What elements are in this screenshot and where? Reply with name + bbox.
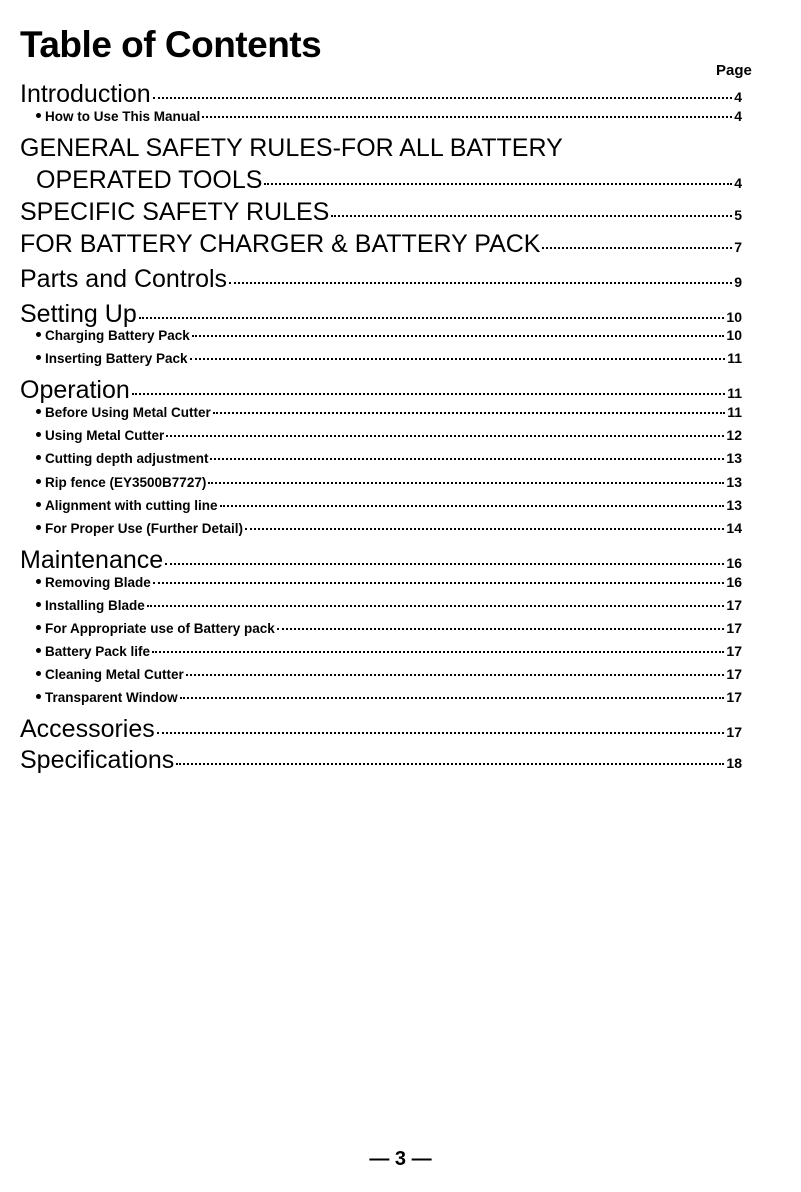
toc-entry-removing-blade[interactable] [36,574,742,590]
toc-entry-label: Introduction [20,80,151,108]
bullet-icon [36,648,41,653]
toc-entry-how-to-use[interactable] [36,108,742,124]
bullet-icon [36,525,41,530]
toc-entry-label: Using Metal Cutter [45,428,165,443]
page-number-footer: — 3 — [369,1148,432,1170]
toc-entry-pack-life[interactable] [36,643,742,659]
dot-leader [180,697,725,699]
toc-entry-page: 11 [727,350,742,366]
toc-entry-charger-pack[interactable] [20,230,742,259]
dot-leader [220,505,725,507]
dot-leader [176,763,724,765]
toc-entry-page: 4 [734,89,742,105]
toc-entry-using-cutter[interactable] [36,427,742,443]
toc-entry-page: 13 [726,497,742,513]
toc-entry-introduction[interactable] [20,80,742,109]
dot-leader [132,393,725,395]
toc-entry-label: Rip fence (EY3500B7727) [45,475,207,490]
toc-entry-label: Inserting Battery Pack [45,351,188,366]
toc-entry-general-safety[interactable] [36,166,742,195]
toc-entry-label: Maintenance [20,546,164,574]
bullet-icon [36,455,41,460]
toc-entry-page: 12 [726,427,742,443]
toc-entry-rip-fence[interactable] [36,474,742,490]
toc-entry-page: 10 [726,309,742,325]
bullet-icon [36,479,41,484]
dot-leader [152,651,724,653]
toc-entry-page: 9 [734,274,742,290]
dot-leader [331,215,732,217]
dot-leader [208,482,724,484]
bullet-icon [36,602,41,607]
toc-entry-specifications[interactable] [20,746,742,775]
toc-entry-label: Battery Pack life [45,644,151,659]
toc-entry-page: 10 [726,327,742,343]
page-title: Table of Contents [20,24,322,65]
toc-entry-page: 17 [726,620,742,636]
toc-entry-label: How to Use This Manual [45,109,201,124]
bullet-icon [36,355,41,360]
toc-entry-label: Removing Blade [45,575,151,590]
dot-leader [186,674,725,676]
dot-leader [229,282,732,284]
toc-entry-page: 14 [726,520,742,536]
toc-entry-label: Installing Blade [45,598,145,613]
toc-entry-operation[interactable] [20,376,742,405]
toc-entry-page: 17 [726,643,742,659]
toc-entry-installing-blade[interactable] [36,597,742,613]
toc-entry-cutting-depth[interactable] [36,450,742,466]
toc-entry-setting-up[interactable] [20,300,742,329]
toc-entry-page: 17 [726,666,742,682]
toc-entry-charging-pack[interactable] [36,327,742,343]
toc-entry-cleaning[interactable] [36,666,742,682]
toc-entry-page: 16 [726,555,742,571]
toc-entry-page: 16 [726,574,742,590]
dot-leader [192,335,725,337]
dot-leader [210,458,724,460]
toc-entry-inserting-pack[interactable] [36,350,742,366]
toc-entry-label: OPERATED TOOLS [36,166,263,194]
toc-entry-page: 13 [726,450,742,466]
toc-entry-page: 4 [734,175,742,191]
toc-entry-transparent-window[interactable] [36,689,742,705]
toc-entry-label: Specifications [20,746,175,774]
bullet-icon [36,671,41,676]
toc-entry-page: 5 [734,207,742,223]
dot-leader [542,247,732,249]
toc-entry-page: 7 [734,239,742,255]
bullet-icon [36,432,41,437]
toc-entry-label: Operation [20,376,130,404]
toc-entry-page: 11 [727,385,742,401]
dot-leader [213,412,725,414]
toc-entry-specific-safety[interactable] [20,198,742,227]
toc-entry-label: Charging Battery Pack [45,328,190,343]
bullet-icon [36,694,41,699]
toc-entry-label: For Appropriate use of Battery pack [45,621,275,636]
toc-entry-label: Alignment with cutting line [45,498,218,513]
dot-leader [153,97,733,99]
dot-leader [202,116,732,118]
toc-entry-before-using[interactable] [36,404,742,420]
bullet-icon [36,502,41,507]
dot-leader [157,732,725,734]
toc-entry-page: 17 [726,597,742,613]
toc-entry-page: 11 [727,404,742,420]
toc-entry-label: Transparent Window [45,690,178,705]
dot-leader [245,528,724,530]
dot-leader [264,183,732,185]
dot-leader [153,582,725,584]
toc-entry-label: Before Using Metal Cutter [45,405,211,420]
bullet-icon [36,113,41,118]
bullet-icon [36,625,41,630]
toc-entry-page: 18 [726,755,742,771]
bullet-icon [36,332,41,337]
toc-entry-page: 17 [726,724,742,740]
toc-entry-maintenance[interactable] [20,546,742,575]
toc-entry-label: FOR BATTERY CHARGER & BATTERY PACK [20,230,541,258]
toc-entry-proper-use[interactable] [36,520,742,536]
dot-leader [166,435,724,437]
dot-leader [165,563,724,565]
toc-entry-page: 4 [734,108,742,124]
toc-entry-label: Setting Up [20,300,137,328]
toc-entry-label: For Proper Use (Further Detail) [45,521,244,536]
bullet-icon [36,579,41,584]
bullet-icon [36,409,41,414]
dot-leader [139,317,725,319]
toc-entry-alignment[interactable] [36,497,742,513]
toc-entry-label: Accessories [20,715,155,743]
toc-entry-accessories[interactable] [20,715,742,744]
dot-leader [147,605,725,607]
dot-leader [277,628,725,630]
toc-entry-parts-controls[interactable] [20,265,742,294]
toc-entry-general-safety-line1: GENERAL SAFETY RULES-FOR ALL BATTERY [20,134,563,162]
toc-entry-label: Parts and Controls [20,265,228,293]
toc-entry-page: 13 [726,474,742,490]
toc-entry-page: 17 [726,689,742,705]
dot-leader [190,358,726,360]
toc-entry-label: Cutting depth adjustment [45,451,209,466]
toc-entry-appropriate-use[interactable] [36,620,742,636]
page-column-label: Page [716,62,752,79]
toc-entry-label: Cleaning Metal Cutter [45,667,184,682]
toc-entry-label: SPECIFIC SAFETY RULES [20,198,330,226]
